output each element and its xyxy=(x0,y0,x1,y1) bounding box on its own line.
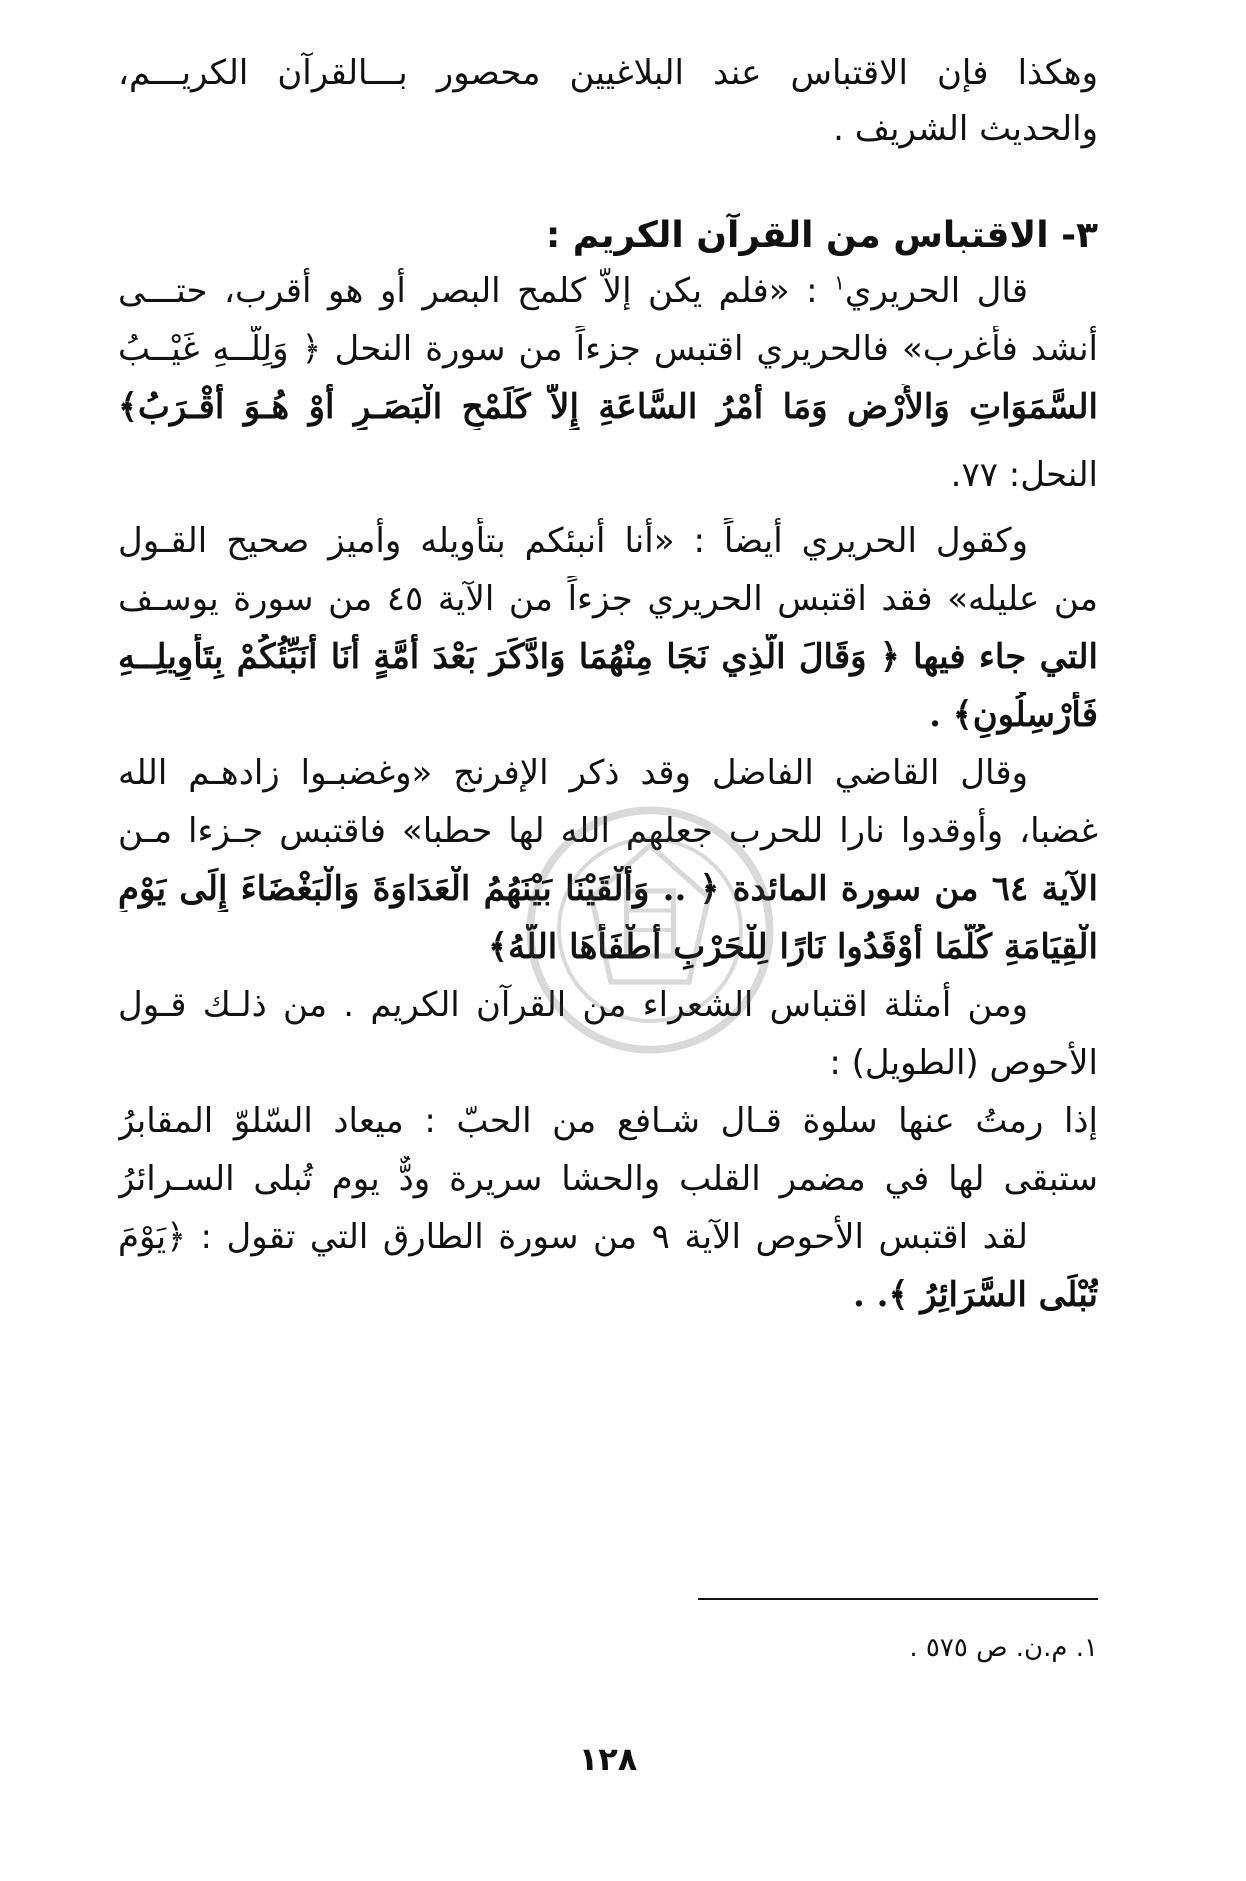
quran-line-6: تُبْلَى السَّرَائِرُ ﴾. . xyxy=(853,1275,1098,1315)
poem-verse-2: ستبقى لها في مضمر القلب والحشا سريرة ودٌّ يوم تُبلى السـرائرُ xyxy=(118,1159,1098,1199)
quran-line-4: الآية ٦٤ من سورة المائدة ﴿ .. وَأَلْقَيْنَا بَيْنَهُمُ الْعَدَاوَةَ وَالْبَغْضَاءَ إِلَى يَوْمِ xyxy=(118,869,1098,909)
text-line-1: وهكذا فإن الاقتباس عند البلاغيين محصور بـــالقرآن الكريـــم، xyxy=(118,53,1098,93)
footnote: ١. م.ن. ص ٥٧٥ . xyxy=(909,1633,1098,1663)
quran-line-5: الْقِيَامَةِ كُلَّمَا أَوْقَدُوا نَارًا لِلْحَرْبِ أَطْفَأَهَا اللَّهُ﴾ xyxy=(488,927,1098,967)
page-number: ١٢٨ xyxy=(578,1740,638,1778)
watermark-seal-icon xyxy=(520,800,780,1060)
text-line-17: ومن أمثلة اقتباس الشعراء من القرآن الكريم . من ذلـك قـول xyxy=(118,985,1028,1025)
text-line-13: وقال القاضي الفاضل وقد ذكر الإفرنج «وغضبـوا زادهـم الله xyxy=(118,753,1028,793)
text-line-2: والحديث الشريف . xyxy=(833,109,1098,149)
quran-line-3: فَأَرْسِلُونِ﴾ . xyxy=(929,695,1098,735)
quran-line-1: السَّمَوَاتِ وَالأَرْضِ وَمَا أَمْرُ السَّاعَةِ إِلاَّ كَلَمْحِ الْبَصَـرِ أَوْ هُـوَ أَقْـرَبُ﴾ xyxy=(118,387,1098,427)
text-line-9: وكقول الحريري أيضاً : «أنا أنبئكم بتأويله وأميز صحيح القـول xyxy=(118,521,1028,561)
text-line-18: الأحوص (الطويل) : xyxy=(829,1043,1098,1083)
text-line-4-start: قال الحريري xyxy=(844,271,1028,311)
text-line-10: من عليله» فقد اقتبس الحريري جزءاً من الآية ٤٥ من سورة يوسـف xyxy=(118,579,1098,619)
text-line-4-end: : «فلم يكن إلاّ كلمح البصر أو هو أقرب، حتـــى xyxy=(118,271,835,311)
text-line-5: أنشد فأغرب» فالحريري اقتبس جزءاً من سورة النحل ﴿ وَلِلَّــهِ غَيْــبُ xyxy=(118,329,1098,369)
poem-verse-1: إذا رمتُ عنها سلوة قـال شـافع من الحبّ : ميعاد السّلوّ المقابرُ xyxy=(118,1101,1098,1141)
quran-line-2: التي جاء فيها ﴿ وَقَالَ الَّذِي نَجَا مِنْهُمَا وَادَّكَرَ بَعْدَ أُمَّةٍ أَنَا أُنَبِّئُكُمْ بِتَأْوِيلِــهِ xyxy=(118,637,1098,677)
footnote-divider xyxy=(698,1598,1098,1600)
text-line-21: لقد اقتبس الأحوص الآية ٩ من سورة الطارق التي تقول : ﴿يَوْمَ xyxy=(118,1217,1028,1257)
footnote-marker: ١ xyxy=(834,270,845,295)
section-heading: ٣- الاقتباس من القرآن الكريم : xyxy=(545,215,1098,256)
citation-line-1: النحل: ٧٧. xyxy=(950,455,1098,495)
text-line-14: غضبا، وأوقدوا نارا للحرب جعلهم الله لها حطبا» فاقتبس جـزءا مـن xyxy=(118,811,1098,851)
text-line-4 xyxy=(118,268,1098,314)
